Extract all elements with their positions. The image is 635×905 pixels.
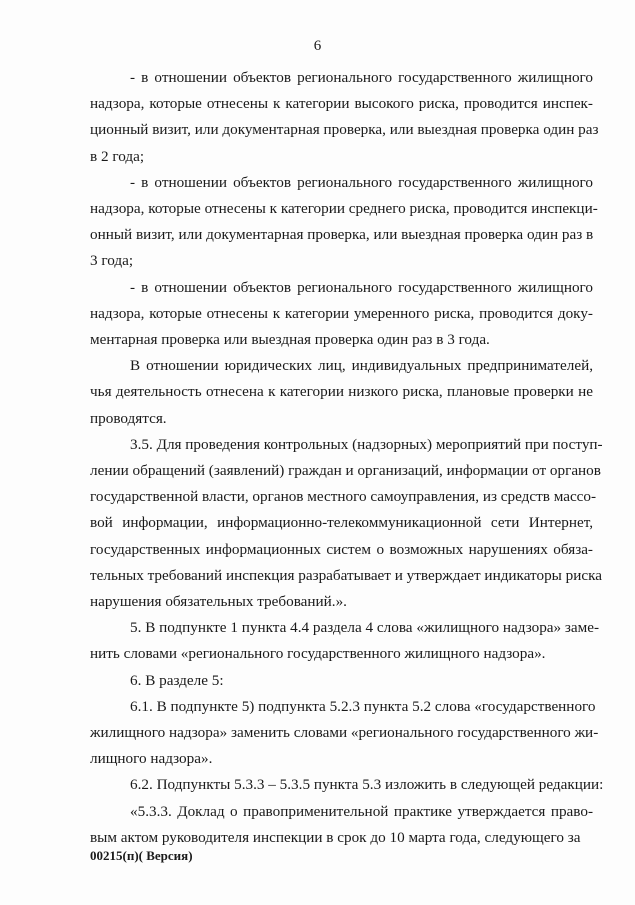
text-line: 3 года; <box>90 252 134 270</box>
text-line: 6.2. Подпункты 5.3.3 – 5.3.5 пункта 5.3 изложить в следующей редакции: <box>130 776 604 794</box>
text-line: «5.3.3. Доклад о правоприменительной практике утверждается право- <box>130 802 593 820</box>
text-line: 5. В подпункте 1 пункта 4.4 раздела 4 слова «жилищного надзора» заме- <box>130 619 600 637</box>
text-line: чья деятельность отнесена к категории низкого риска, плановые проверки не <box>90 383 593 401</box>
page-number: 6 <box>313 38 322 54</box>
document-footer: 00215(п)( Версия) <box>90 848 193 863</box>
text-line: 6. В разделе 5: <box>130 671 224 689</box>
text-line: онный визит, или документарная проверка, или выездная проверка один раз в <box>90 226 594 244</box>
text-line: ционный визит, или документарная проверка, или выездная проверка один раз <box>90 121 599 139</box>
text-line: лении обращений (заявлений) граждан и организаций, информации от органов <box>90 462 601 480</box>
paragraph <box>90 170 598 275</box>
document-body <box>90 65 604 851</box>
paragraph <box>90 65 599 170</box>
text-line: государственной власти, органов местного самоуправления, из средств массо- <box>90 488 597 506</box>
text-line: проводятся. <box>90 409 167 427</box>
paragraph <box>90 799 593 851</box>
text-line: нарушения обязательных требований.». <box>90 593 347 611</box>
text-line: тельных требований инспекция разрабатывает и утверждает индикаторы риска <box>90 566 603 584</box>
text-line: 3.5. Для проведения контрольных (надзорных) мероприятий при поступ- <box>130 435 603 453</box>
paragraph <box>90 275 593 354</box>
text-line: В отношении юридических лиц, индивидуальных предпринимателей, <box>130 357 593 375</box>
paragraph <box>90 772 604 798</box>
text-line: надзора, которые отнесены к категории умеренного риска, проводится доку- <box>90 304 593 322</box>
text-line: в 2 года; <box>90 147 145 165</box>
text-line: надзора, которые отнесены к категории среднего риска, проводится инспекци- <box>90 200 598 218</box>
text-line: жилищного надзора» заменить словами «регионального государственного жи- <box>90 724 599 742</box>
text-line: 6.1. В подпункте 5) подпункта 5.2.3 пункта 5.2 слова «государственного <box>130 697 596 715</box>
text-line: - в отношении объектов регионального государственного жилищного <box>130 278 593 296</box>
text-line: вым актом руководителя инспекции в срок до 10 марта года, следующего за <box>90 828 581 846</box>
text-line: ментарная проверка или выездная проверка один раз в 3 года. <box>90 331 490 349</box>
text-line: нить словами «регионального государственного жилищного надзора». <box>90 645 546 663</box>
paragraph <box>90 353 593 432</box>
paragraph <box>90 432 603 615</box>
paragraph <box>90 668 593 694</box>
paragraph <box>90 615 600 667</box>
text-line: лищного надзора». <box>90 750 213 768</box>
text-line: государственных информационных систем о возможных нарушениях обяза- <box>90 540 593 558</box>
paragraph <box>90 694 599 773</box>
text-line: - в отношении объектов регионального государственного жилищного <box>130 69 593 86</box>
text-line: вой информации, информационно-телекоммуникационной сети Интернет, <box>90 514 593 532</box>
text-line: надзора, которые отнесены к категории высокого риска, проводится инспек- <box>90 95 593 113</box>
text-line: - в отношении объектов регионального государственного жилищного <box>130 173 593 191</box>
